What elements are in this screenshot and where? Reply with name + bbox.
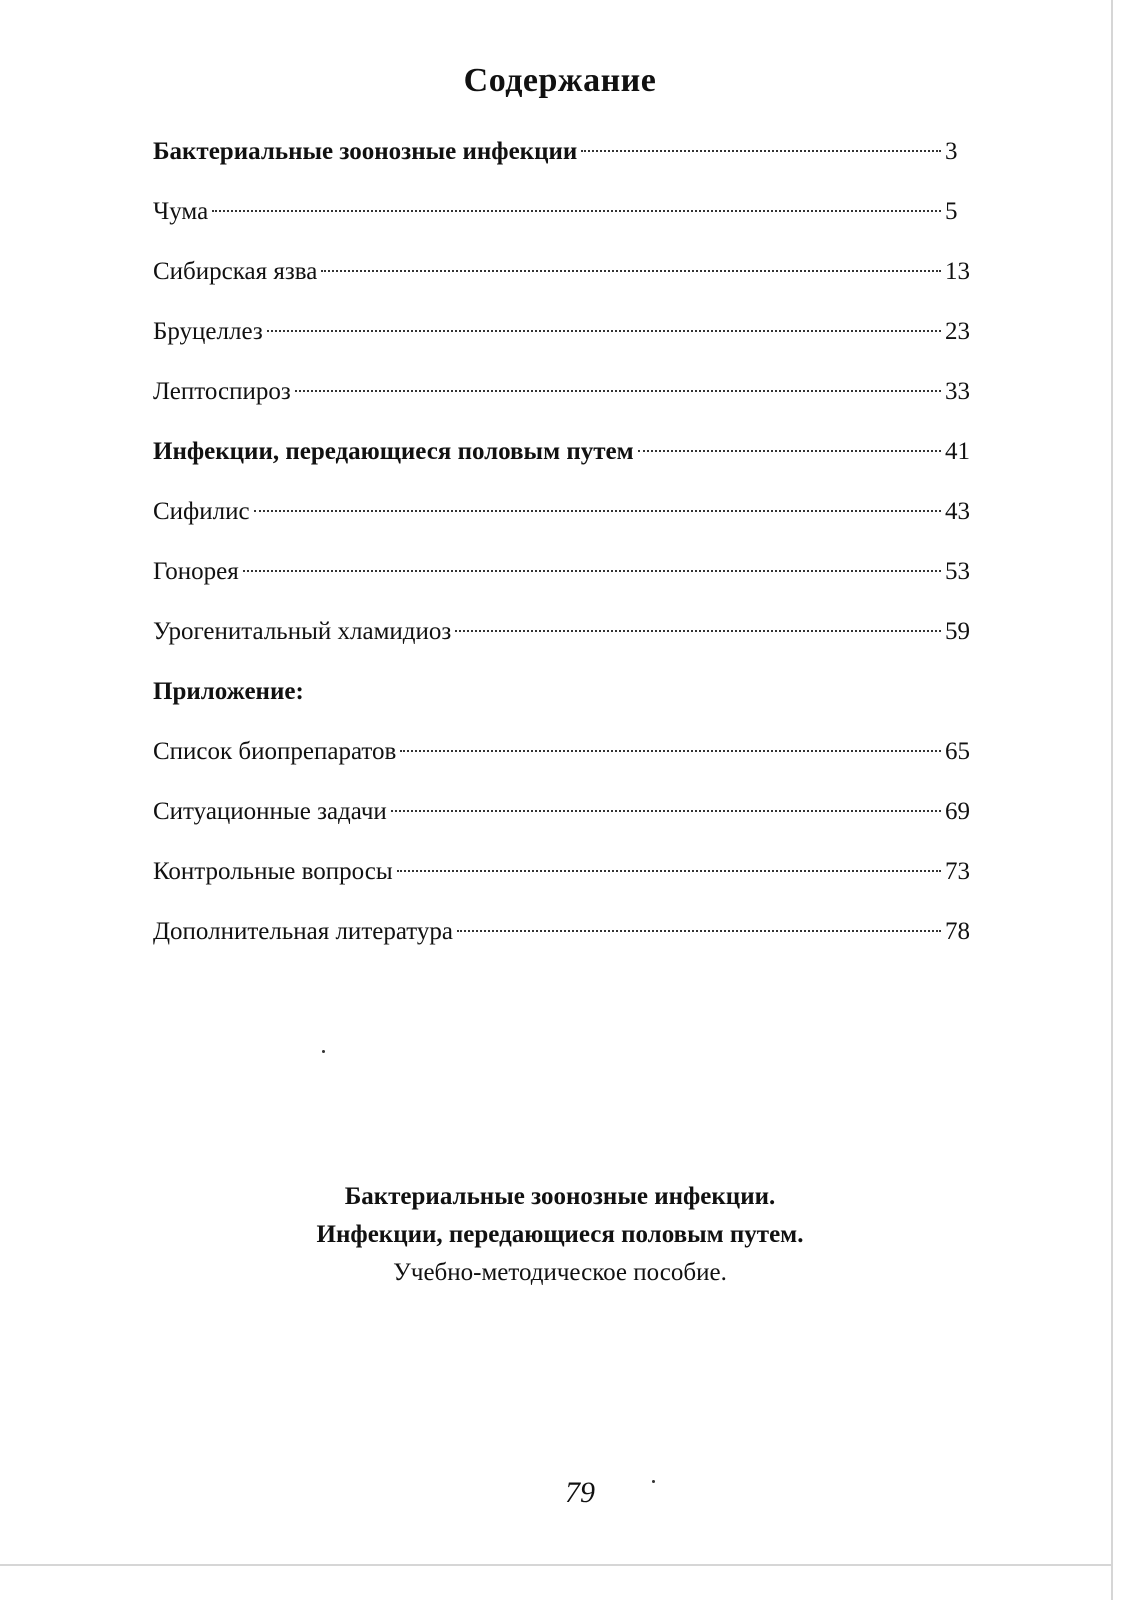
- toc-entry: [153, 730, 975, 790]
- toc-entry-page: 73: [945, 858, 970, 885]
- toc-entry-page: 43: [945, 498, 970, 525]
- toc-entry-page: 78: [945, 918, 970, 945]
- page-border-right: [1111, 0, 1113, 1600]
- toc-entry: [153, 910, 975, 970]
- toc-entry-label: Чума: [153, 198, 209, 225]
- book-subtitle: Учебно-методическое пособие.: [393, 1259, 727, 1286]
- toc-entry-label: Сибирская язва: [153, 258, 318, 285]
- toc-entry: [153, 610, 975, 670]
- toc-entry-label: Бактериальные зоонозные инфекции: [153, 138, 578, 165]
- toc-entry-page: 5: [945, 198, 958, 225]
- toc-leader-dots: [400, 750, 941, 752]
- toc-entry-label: Контрольные вопросы: [153, 858, 393, 885]
- toc-leader-dots: [581, 150, 941, 152]
- toc-leader-dots: [457, 930, 941, 932]
- toc-entry-page: 33: [945, 378, 970, 405]
- toc-entry-page: 41: [945, 438, 970, 465]
- toc-leader-dots: [212, 210, 941, 212]
- toc-entry-label: Гонорея: [153, 558, 239, 585]
- toc-leader-dots: [455, 630, 941, 632]
- toc-entry: [153, 430, 975, 490]
- toc-leader-dots: [267, 330, 941, 332]
- toc-leader-dots: [321, 270, 941, 272]
- toc-entry-page: 13: [945, 258, 970, 285]
- toc-entry: [153, 670, 975, 730]
- book-title-line-2: Инфекции, передающиеся половым путем.: [316, 1221, 804, 1248]
- toc-entry-page: 3: [945, 138, 958, 165]
- toc-entry: [153, 550, 975, 610]
- toc-entry-label: Дополнительная литература: [153, 918, 453, 945]
- table-of-contents: [153, 130, 975, 970]
- page-title: Содержание: [463, 62, 657, 99]
- page-number: 79: [565, 1476, 595, 1509]
- toc-entry: [153, 490, 975, 550]
- toc-entry-page: 69: [945, 798, 970, 825]
- toc-entry-label: Урогенитальный хламидиоз: [153, 618, 452, 645]
- toc-leader-dots: [397, 870, 941, 872]
- toc-entry-page: 59: [945, 618, 970, 645]
- toc-entry-page: 65: [945, 738, 970, 765]
- page-border-bottom: [0, 1564, 1113, 1566]
- toc-entry: [153, 130, 975, 190]
- toc-entry-page: 23: [945, 318, 970, 345]
- toc-leader-dots: [243, 570, 941, 572]
- toc-entry: [153, 790, 975, 850]
- scan-speck: [322, 1050, 325, 1053]
- toc-leader-dots: [391, 810, 941, 812]
- toc-entry-label: Приложение:: [153, 678, 304, 705]
- toc-entry-label: Инфекции, передающиеся половым путем: [153, 438, 634, 465]
- toc-entry-label: Список биопрепаратов: [153, 738, 397, 765]
- toc-entry: [153, 850, 975, 910]
- toc-entry-label: Лептоспироз: [153, 378, 291, 405]
- toc-leader-dots: [295, 390, 941, 392]
- book-description: [0, 1178, 1120, 1292]
- toc-entry: [153, 190, 975, 250]
- toc-entry-page: 53: [945, 558, 970, 585]
- toc-entry-label: Ситуационные задачи: [153, 798, 387, 825]
- book-title-line-1: Бактериальные зоонозные инфекции.: [344, 1183, 776, 1210]
- toc-entry: [153, 370, 975, 430]
- toc-entry-label: Сифилис: [153, 498, 250, 525]
- toc-leader-dots: [254, 510, 941, 512]
- toc-entry-label: Бруцеллез: [153, 318, 263, 345]
- toc-leader-dots: [638, 450, 941, 452]
- toc-entry: [153, 310, 975, 370]
- toc-entry: [153, 250, 975, 310]
